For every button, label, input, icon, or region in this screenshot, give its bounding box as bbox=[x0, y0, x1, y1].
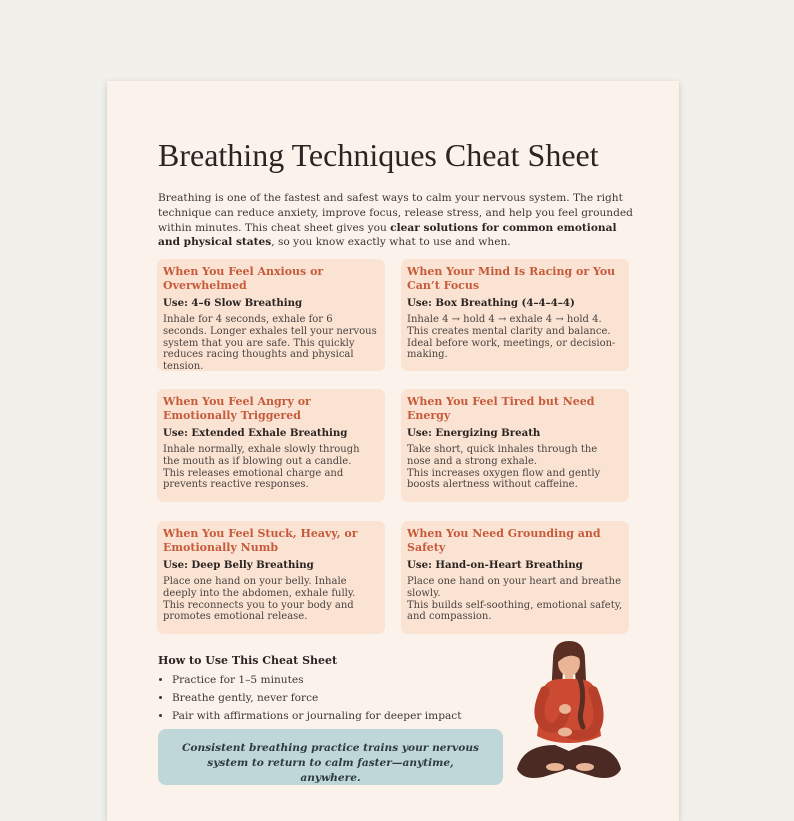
card-technique: Use: Deep Belly Breathing bbox=[163, 559, 314, 571]
card-heading: When Your Mind Is Racing or You Can’t Focus bbox=[407, 265, 616, 292]
card-anxious bbox=[157, 259, 385, 371]
card-heading: When You Feel Tired but Need Energy bbox=[407, 395, 595, 422]
card-stuck bbox=[157, 521, 385, 634]
intro-paragraph bbox=[158, 191, 638, 250]
list-item: • Practice for 1–5 minutes bbox=[172, 671, 478, 689]
list-item: • Breathe gently, never force bbox=[172, 689, 478, 707]
card-description: Inhale for 4 seconds, exhale for 6 seconds. Longer exhales tell your nervous system that you are safe. This quickly reduces racing thoughts and physical tension. bbox=[163, 314, 377, 373]
intro-text: Breathing is one of the fastest and safest ways to calm your nervous system. The right technique can reduce anxiety, improve focus, release stress, and help you feel grounded within minutes. This cheat sheet gives you bbox=[158, 192, 633, 234]
card-technique: Use: Hand-on-Heart Breathing bbox=[407, 559, 583, 571]
card-description: Take short, quick inhales through the nose and a strong exhale. This increases oxygen flow and gently boosts alertness without caffeine. bbox=[407, 444, 601, 491]
card-heading: When You Feel Angry or Emotionally Triggered bbox=[163, 395, 311, 422]
card-description: Inhale 4 → hold 4 → exhale 4 → hold 4. This creates mental clarity and balance. Ideal before work, meetings, or decision-making. bbox=[407, 314, 616, 361]
card-racing-mind bbox=[401, 259, 629, 371]
list-item: • Pair with affirmations or journaling for deeper impact bbox=[172, 707, 478, 725]
card-tired bbox=[401, 389, 629, 502]
intro-text-end: , so you know exactly what to use and when. bbox=[271, 236, 511, 249]
card-heading: When You Need Grounding and Safety bbox=[407, 527, 601, 554]
cheat-sheet-page bbox=[107, 81, 679, 821]
card-technique: Use: Box Breathing (4–4–4–4) bbox=[407, 297, 575, 309]
card-description: Place one hand on your belly. Inhale deeply into the abdomen, exhale fully. This reconnects you to your body and promotes emotional release. bbox=[163, 576, 356, 623]
meditation-figure-icon bbox=[503, 641, 633, 791]
card-technique: Use: 4–6 Slow Breathing bbox=[163, 297, 303, 309]
how-to-heading: How to Use This Cheat Sheet bbox=[158, 654, 338, 667]
card-description: Inhale normally, exhale slowly through the mouth as if blowing out a candle. This releases emotional charge and prevents reactive responses. bbox=[163, 444, 360, 491]
card-heading: When You Feel Stuck, Heavy, or Emotionally Numb bbox=[163, 527, 358, 554]
intro-bold-text: clear solutions for common emotional and physical states bbox=[158, 221, 617, 249]
quote-box: Consistent breathing practice trains your nervous system to return to calm faster—anytime, anywhere. bbox=[158, 729, 503, 785]
meditating-woman-illustration bbox=[503, 641, 633, 795]
card-technique: Use: Energizing Breath bbox=[407, 427, 541, 439]
card-heading: When You Feel Anxious or Overwhelmed bbox=[163, 265, 324, 292]
how-to-list bbox=[158, 671, 478, 725]
card-grounding bbox=[401, 521, 629, 634]
how-to-section bbox=[158, 654, 478, 725]
card-technique: Use: Extended Exhale Breathing bbox=[163, 427, 348, 439]
card-angry bbox=[157, 389, 385, 502]
card-description: Place one hand on your heart and breathe slowly. This builds self-soothing, emotional safety, and compassion. bbox=[407, 576, 623, 623]
page-title: Breathing Techniques Cheat Sheet bbox=[158, 137, 599, 173]
